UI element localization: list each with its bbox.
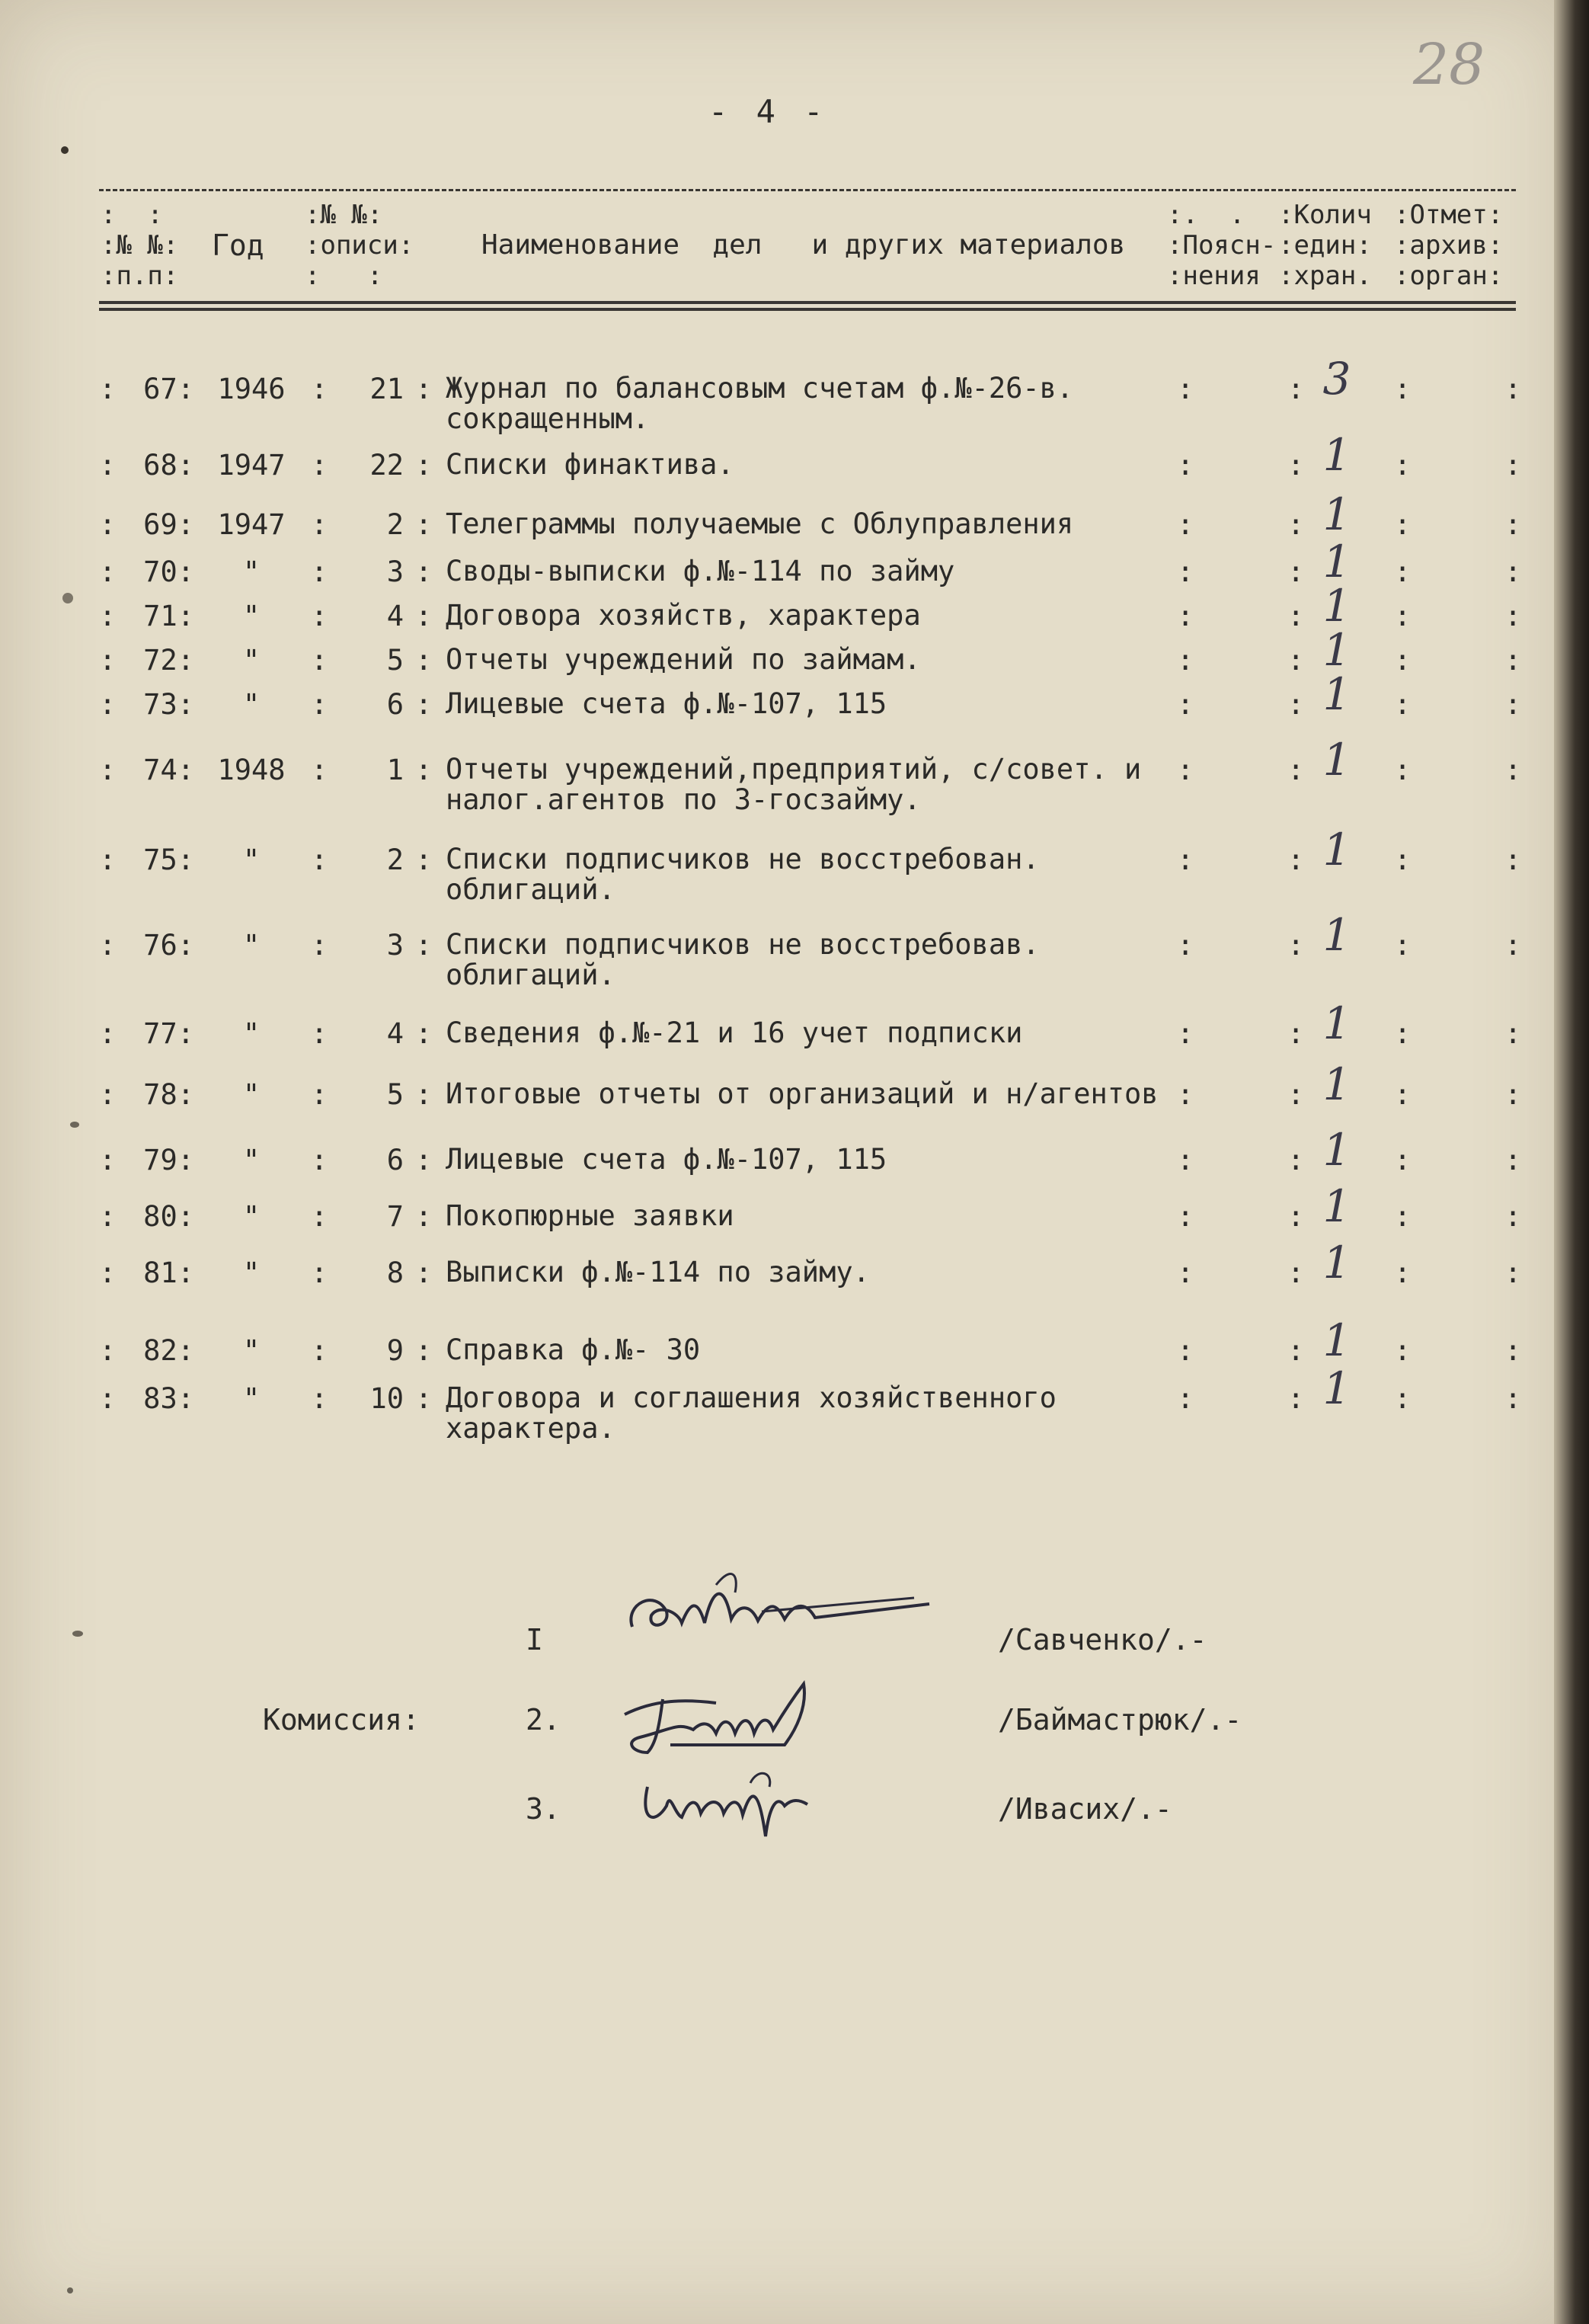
column-separator: : — [1504, 508, 1522, 541]
column-separator: : — [311, 1017, 328, 1050]
row-qty: 1 — [1322, 624, 1351, 676]
table-row — [0, 824, 1569, 906]
header-top-rule — [99, 189, 1516, 191]
column-separator: : — [415, 555, 433, 588]
header-num: : : :№ №: :п.п: — [101, 200, 179, 291]
table-row — [0, 909, 1569, 991]
column-separator: : — [1504, 644, 1522, 677]
column-separator: : — [1394, 508, 1412, 541]
row-title: Списки подписчиков не восстребован. облигаций. — [446, 843, 1040, 906]
column-separator: : — [1394, 555, 1412, 588]
column-separator: : — [311, 843, 328, 876]
paper-speck — [70, 1122, 79, 1128]
row-opis-num: 4 — [386, 600, 404, 632]
column-separator: : — [311, 373, 328, 405]
member-3-index: 3. — [526, 1792, 561, 1826]
column-separator: : — [1287, 1382, 1305, 1415]
column-separator: : — [1394, 1200, 1412, 1233]
column-separator: : — [1177, 555, 1194, 588]
row-qty: 1 — [1322, 580, 1351, 632]
row-qty: 1 — [1322, 668, 1351, 720]
column-separator: : — [99, 600, 117, 632]
column-separator: : — [1504, 1144, 1522, 1176]
row-title: Телеграммы получаемые с Облуправления — [446, 507, 1074, 540]
column-separator: : — [415, 644, 433, 677]
row-opis-num: 6 — [386, 1144, 404, 1176]
column-separator: : — [1177, 1144, 1194, 1176]
row-opis-num: 21 — [369, 373, 404, 405]
column-separator: : — [1504, 754, 1522, 786]
column-separator: : — [99, 754, 117, 786]
row-num: 74: — [143, 754, 194, 786]
column-separator: : — [1177, 688, 1194, 721]
column-separator: : — [415, 600, 433, 632]
column-separator: : — [415, 1382, 433, 1415]
page-number: - 4 - — [708, 93, 828, 130]
member-2-name: /Баймастрюк/.- — [998, 1703, 1242, 1737]
column-separator: : — [1287, 555, 1305, 588]
column-separator: : — [415, 843, 433, 876]
column-separator: : — [1394, 688, 1412, 721]
column-separator: : — [415, 1078, 433, 1111]
column-separator: : — [1394, 1334, 1412, 1367]
member-1-index: I — [526, 1623, 543, 1657]
row-num: 75: — [143, 843, 194, 876]
column-separator: : — [1177, 1256, 1194, 1289]
row-year: " — [242, 1017, 261, 1050]
row-year: 1946 — [217, 373, 286, 405]
column-separator: : — [1177, 449, 1194, 482]
column-separator: : — [99, 688, 117, 721]
column-separator: : — [1287, 600, 1305, 632]
row-title: Сведения ф.№-21 и 16 учет подписки — [446, 1016, 1023, 1049]
column-separator: : — [1394, 754, 1412, 786]
row-num: 72: — [143, 644, 194, 677]
row-year: 1947 — [217, 449, 286, 482]
member-3-name: /Ивасих/.- — [998, 1792, 1172, 1826]
column-separator: : — [99, 1382, 117, 1415]
column-separator: : — [1177, 1078, 1194, 1111]
row-title: Выписки ф.№-114 по займу. — [446, 1256, 870, 1288]
row-title: Договора хозяйств, характера — [446, 599, 921, 632]
row-year: 1948 — [217, 754, 286, 786]
column-separator: : — [415, 1144, 433, 1176]
row-opis-num: 3 — [386, 929, 404, 962]
column-separator: : — [1177, 373, 1194, 405]
header-mark: :Отмет: :архив: :орган: — [1394, 200, 1504, 291]
table-row — [0, 353, 1569, 435]
signature-2 — [609, 1669, 929, 1760]
row-num: 71: — [143, 600, 194, 632]
column-separator: : — [99, 555, 117, 588]
column-separator: : — [1177, 600, 1194, 632]
column-separator: : — [1287, 1078, 1305, 1111]
archive-number: 28 — [1413, 32, 1485, 98]
row-year: 1947 — [217, 508, 286, 541]
column-separator: : — [311, 929, 328, 962]
row-year: " — [242, 1334, 261, 1367]
row-num: 67: — [143, 373, 194, 405]
column-separator: : — [311, 600, 328, 632]
column-separator: : — [311, 555, 328, 588]
column-separator: : — [1287, 449, 1305, 482]
column-separator: : — [311, 449, 328, 482]
column-separator: : — [415, 1334, 433, 1367]
row-title: Списки финактива. — [446, 448, 734, 481]
column-separator: : — [99, 1017, 117, 1050]
row-num: 76: — [143, 929, 194, 962]
column-separator: : — [311, 688, 328, 721]
row-qty: 3 — [1322, 353, 1351, 405]
column-separator: : — [99, 1144, 117, 1176]
column-separator: : — [99, 644, 117, 677]
row-year: " — [242, 1256, 261, 1289]
row-num: 77: — [143, 1017, 194, 1050]
row-opis-num: 4 — [386, 1017, 404, 1050]
row-opis-num: 22 — [369, 449, 404, 482]
column-separator: : — [311, 1078, 328, 1111]
row-year: " — [242, 843, 261, 876]
column-separator: : — [99, 929, 117, 962]
column-separator: : — [1287, 373, 1305, 405]
row-num: 68: — [143, 449, 194, 482]
member-1-name: /Савченко/.- — [998, 1623, 1207, 1657]
row-year: " — [242, 1078, 261, 1111]
column-separator: : — [99, 508, 117, 541]
column-separator: : — [1394, 449, 1412, 482]
row-year: " — [242, 1382, 261, 1415]
column-separator: : — [1177, 1334, 1194, 1367]
column-separator: : — [1394, 600, 1412, 632]
column-separator: : — [1287, 1334, 1305, 1367]
column-separator: : — [1177, 754, 1194, 786]
row-num: 70: — [143, 555, 194, 588]
column-separator: : — [99, 1334, 117, 1367]
column-separator: : — [311, 644, 328, 677]
row-opis-num: 5 — [386, 1078, 404, 1111]
column-separator: : — [1394, 1017, 1412, 1050]
header-title: Наименование дел и других материалов — [481, 229, 1126, 261]
column-separator: : — [1287, 929, 1305, 962]
row-title: Справка ф.№- 30 — [446, 1333, 701, 1366]
row-title: Договора и соглашения хозяйственного характера. — [446, 1381, 1057, 1445]
table-row — [0, 734, 1569, 816]
row-title: Своды-выписки ф.№-114 по займу — [446, 555, 955, 587]
row-opis-num: 6 — [386, 688, 404, 721]
header-notes: :. . :Поясн- :нения — [1167, 200, 1277, 291]
column-separator: : — [1504, 1200, 1522, 1233]
column-separator: : — [415, 688, 433, 721]
column-separator: : — [1394, 843, 1412, 876]
column-separator: : — [1504, 555, 1522, 588]
row-qty: 1 — [1322, 1362, 1351, 1414]
row-opis-num: 8 — [386, 1256, 404, 1289]
row-title: Лицевые счета ф.№-107, 115 — [446, 1143, 887, 1176]
column-separator: : — [1504, 843, 1522, 876]
column-separator: : — [311, 1200, 328, 1233]
paper-speck — [62, 593, 73, 603]
row-title: Списки подписчиков не восстребовав. облигаций. — [446, 928, 1040, 991]
row-title: Отчеты учреждений по займам. — [446, 643, 921, 676]
row-qty: 1 — [1322, 1314, 1351, 1366]
column-separator: : — [1504, 600, 1522, 632]
column-separator: : — [1177, 1017, 1194, 1050]
column-separator: : — [99, 843, 117, 876]
column-separator: : — [311, 508, 328, 541]
signature-3 — [625, 1753, 945, 1844]
row-num: 80: — [143, 1200, 194, 1233]
row-qty: 1 — [1322, 734, 1351, 786]
column-separator: : — [99, 449, 117, 482]
row-qty: 1 — [1322, 997, 1351, 1049]
column-separator: : — [1394, 1256, 1412, 1289]
column-separator: : — [1504, 929, 1522, 962]
column-separator: : — [1504, 449, 1522, 482]
column-separator: : — [1504, 1382, 1522, 1415]
column-separator: : — [415, 1200, 433, 1233]
row-year: " — [242, 600, 261, 632]
row-qty: 1 — [1322, 488, 1351, 540]
row-year: " — [242, 555, 261, 588]
row-qty: 1 — [1322, 1180, 1351, 1232]
column-separator: : — [99, 1256, 117, 1289]
signature-1 — [625, 1558, 945, 1650]
row-num: 78: — [143, 1078, 194, 1111]
row-num: 73: — [143, 688, 194, 721]
column-separator: : — [1287, 1200, 1305, 1233]
row-opis-num: 9 — [386, 1334, 404, 1367]
column-separator: : — [99, 373, 117, 405]
column-separator: : — [1177, 929, 1194, 962]
column-separator: : — [311, 1144, 328, 1176]
column-separator: : — [1177, 508, 1194, 541]
column-separator: : — [1177, 1200, 1194, 1233]
column-separator: : — [1504, 688, 1522, 721]
row-num: 82: — [143, 1334, 194, 1367]
header-qty: :Колич :един: :хран. — [1278, 200, 1372, 291]
column-separator: : — [415, 373, 433, 405]
row-qty: 1 — [1322, 1124, 1351, 1176]
column-separator: : — [1287, 688, 1305, 721]
row-year: " — [242, 644, 261, 677]
paper-speck — [61, 146, 69, 154]
column-separator: : — [1287, 1256, 1305, 1289]
row-qty: 1 — [1322, 824, 1351, 876]
row-qty: 1 — [1322, 536, 1351, 587]
row-num: 83: — [143, 1382, 194, 1415]
column-separator: : — [1394, 644, 1412, 677]
column-separator: : — [1504, 1256, 1522, 1289]
column-separator: : — [1394, 373, 1412, 405]
paper-speck — [67, 2287, 73, 2294]
row-year: " — [242, 1200, 261, 1233]
header-bottom-rule-2 — [99, 308, 1516, 311]
column-separator: : — [1504, 1017, 1522, 1050]
column-separator: : — [415, 508, 433, 541]
row-opis-num: 1 — [386, 754, 404, 786]
header-year: Год — [212, 229, 264, 262]
column-separator: : — [1177, 1382, 1194, 1415]
row-title: Итоговые отчеты от организаций и н/агентов — [446, 1077, 1159, 1110]
row-qty: 1 — [1322, 909, 1351, 961]
paper-speck — [72, 1631, 83, 1637]
column-separator: : — [1394, 1382, 1412, 1415]
row-num: 69: — [143, 508, 194, 541]
row-title: Отчеты учреждений,предприятий, с/совет. и налог.агентов по 3-госзайму. — [446, 753, 1142, 816]
header-opisi: :№ №: :описи: : : — [305, 200, 414, 291]
column-separator: : — [1287, 644, 1305, 677]
row-year: " — [242, 1144, 261, 1176]
column-separator: : — [1394, 929, 1412, 962]
commission-label: Комиссия: — [263, 1703, 420, 1737]
column-separator: : — [1287, 843, 1305, 876]
column-separator: : — [311, 1334, 328, 1367]
column-separator: : — [311, 1382, 328, 1415]
row-year: " — [242, 688, 261, 721]
column-separator: : — [99, 1200, 117, 1233]
column-separator: : — [415, 754, 433, 786]
member-2-index: 2. — [526, 1703, 561, 1737]
row-opis-num: 5 — [386, 644, 404, 677]
row-opis-num: 3 — [386, 555, 404, 588]
row-opis-num: 7 — [386, 1200, 404, 1233]
column-separator: : — [1177, 644, 1194, 677]
column-separator: : — [1504, 1078, 1522, 1111]
column-separator: : — [415, 1256, 433, 1289]
row-title: Журнал по балансовым счетам ф.№-26-в. сокращенным. — [446, 372, 1074, 435]
column-separator: : — [415, 449, 433, 482]
column-separator: : — [311, 1256, 328, 1289]
column-separator: : — [415, 929, 433, 962]
column-separator: : — [1287, 1144, 1305, 1176]
row-opis-num: 2 — [386, 843, 404, 876]
column-separator: : — [99, 1078, 117, 1111]
row-qty: 1 — [1322, 1237, 1351, 1288]
column-separator: : — [311, 754, 328, 786]
column-separator: : — [1504, 1334, 1522, 1367]
row-title: Покопюрные заявки — [446, 1199, 734, 1232]
row-num: 79: — [143, 1144, 194, 1176]
column-separator: : — [1287, 754, 1305, 786]
row-opis-num: 2 — [386, 508, 404, 541]
column-separator: : — [415, 1017, 433, 1050]
table-row — [0, 1237, 1569, 1311]
row-year: " — [242, 929, 261, 962]
column-separator: : — [1177, 843, 1194, 876]
column-separator: : — [1504, 373, 1522, 405]
row-qty: 1 — [1322, 1058, 1351, 1110]
column-separator: : — [1394, 1144, 1412, 1176]
row-qty: 1 — [1322, 429, 1351, 481]
row-title: Лицевые счета ф.№-107, 115 — [446, 687, 887, 720]
table-row — [0, 1362, 1569, 1445]
column-separator: : — [1287, 508, 1305, 541]
column-separator: : — [1287, 1017, 1305, 1050]
column-separator: : — [1394, 1078, 1412, 1111]
row-num: 81: — [143, 1256, 194, 1289]
row-opis-num: 10 — [369, 1382, 404, 1415]
header-bottom-rule — [99, 301, 1516, 304]
